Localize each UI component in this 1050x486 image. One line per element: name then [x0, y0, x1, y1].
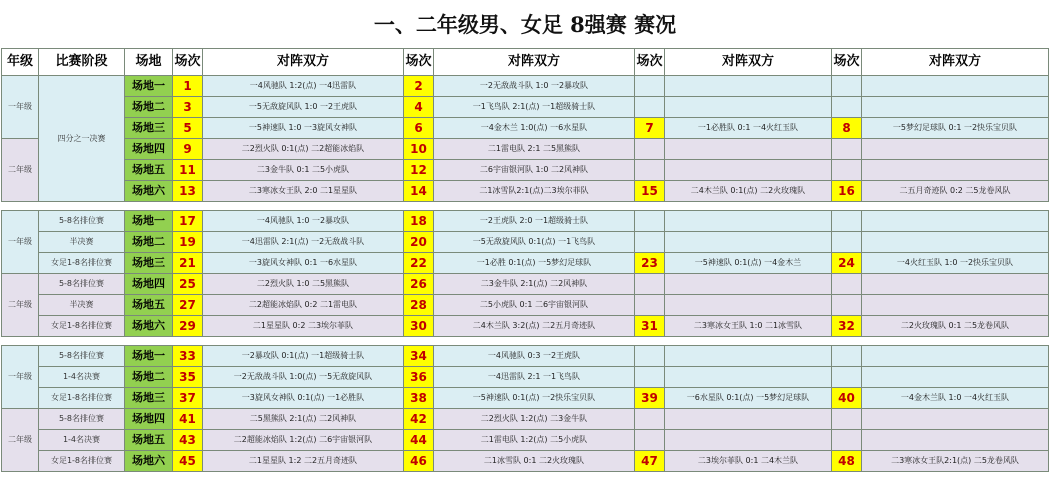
match-result — [665, 160, 832, 181]
match-result — [862, 274, 1049, 295]
match-result — [665, 409, 832, 430]
match-number: 32 — [832, 316, 862, 337]
match-result: 一1必胜队 0:1 一4火红玉队 — [665, 118, 832, 139]
match-number — [832, 409, 862, 430]
match-result: 一1飞鸟队 2:1(点) 一1超级骑士队 — [434, 97, 635, 118]
match-result: 一6水星队 0:1(点) 一5梦幻足球队 — [665, 388, 832, 409]
match-result: 一4金木兰队 1:0 一4火红玉队 — [862, 388, 1049, 409]
venue-cell: 场地六 — [125, 451, 173, 472]
match-number: 36 — [404, 367, 434, 388]
match-number: 43 — [173, 430, 203, 451]
match-number — [832, 346, 862, 367]
table-row — [2, 211, 1049, 232]
header-match: 对阵双方 — [203, 49, 404, 76]
match-number: 30 — [404, 316, 434, 337]
match-number: 17 — [173, 211, 203, 232]
match-number: 47 — [635, 451, 665, 472]
match-number: 37 — [173, 388, 203, 409]
grade-cell: 一年级 — [2, 211, 39, 274]
match-number: 16 — [832, 181, 862, 202]
match-number: 22 — [404, 253, 434, 274]
match-number: 35 — [173, 367, 203, 388]
match-number: 13 — [173, 181, 203, 202]
match-result — [862, 232, 1049, 253]
match-number: 20 — [404, 232, 434, 253]
match-result: 二4木兰队 3:2(点) 二2五月奇迹队 — [434, 316, 635, 337]
table-row — [2, 181, 1049, 202]
match-result — [862, 430, 1049, 451]
stage-cell: 5-8名排位赛 — [39, 211, 125, 232]
header-match-no: 场次 — [173, 49, 203, 76]
match-result — [862, 295, 1049, 316]
match-result — [862, 139, 1049, 160]
match-number: 28 — [404, 295, 434, 316]
table-row — [2, 76, 1049, 97]
match-number — [832, 139, 862, 160]
match-number: 24 — [832, 253, 862, 274]
match-result — [665, 274, 832, 295]
stage-cell: 5-8名排位赛 — [39, 274, 125, 295]
match-number — [832, 430, 862, 451]
match-result: 二1雷电队 1:2(点) 二5小虎队 — [434, 430, 635, 451]
stage-cell: 四分之一决赛 — [39, 76, 125, 202]
match-number — [832, 211, 862, 232]
header-match-no: 场次 — [404, 49, 434, 76]
match-result: 一5神速队 0:1(点) 一2快乐宝贝队 — [434, 388, 635, 409]
venue-cell: 场地六 — [125, 316, 173, 337]
match-number — [635, 76, 665, 97]
venue-cell: 场地三 — [125, 118, 173, 139]
match-result: 二3金牛队 0:1 二5小虎队 — [203, 160, 404, 181]
match-result — [665, 430, 832, 451]
match-number: 6 — [404, 118, 434, 139]
table-row — [2, 451, 1049, 472]
section-gap-cell — [2, 337, 1049, 346]
match-number: 45 — [173, 451, 203, 472]
match-number — [832, 295, 862, 316]
table-row — [2, 160, 1049, 181]
match-number — [635, 430, 665, 451]
match-number: 15 — [635, 181, 665, 202]
match-result — [862, 160, 1049, 181]
match-number — [635, 97, 665, 118]
match-result — [862, 346, 1049, 367]
venue-cell: 场地二 — [125, 367, 173, 388]
venue-cell: 场地三 — [125, 388, 173, 409]
match-result: 二5黑熊队 2:1(点) 二2风神队 — [203, 409, 404, 430]
match-number — [635, 160, 665, 181]
stage-cell: 5-8名排位赛 — [39, 346, 125, 367]
match-number — [635, 274, 665, 295]
match-number: 39 — [635, 388, 665, 409]
match-result: 二五月奇迹队 0:2 二5龙卷风队 — [862, 181, 1049, 202]
match-number — [635, 409, 665, 430]
match-result: 二2超能冰焰队 1:2(点) 二6宇宙银河队 — [203, 430, 404, 451]
match-result: 一1必胜 0:1(点) 一5梦幻足球队 — [434, 253, 635, 274]
grade-cell: 二年级 — [2, 139, 39, 202]
venue-cell: 场地五 — [125, 430, 173, 451]
match-number: 2 — [404, 76, 434, 97]
table-row — [2, 118, 1049, 139]
header-grade: 年级 — [2, 49, 39, 76]
match-result — [862, 367, 1049, 388]
match-number: 34 — [404, 346, 434, 367]
venue-cell: 场地六 — [125, 181, 173, 202]
match-result: 二2烈火队 1:0 二5黑熊队 — [203, 274, 404, 295]
match-result: 一4风驰队 1:0 一2暴攻队 — [203, 211, 404, 232]
match-result: 一3旋风女神队 0:1(点) 一1必胜队 — [203, 388, 404, 409]
match-number — [832, 274, 862, 295]
match-result: 一4火红玉队 1:0 一2快乐宝贝队 — [862, 253, 1049, 274]
match-result: 二2烈火队 1:2(点) 二3金牛队 — [434, 409, 635, 430]
header-match: 对阵双方 — [665, 49, 832, 76]
match-number: 48 — [832, 451, 862, 472]
match-result: 一4迅雷队 2:1(点) 一2无敌战斗队 — [203, 232, 404, 253]
match-number: 11 — [173, 160, 203, 181]
match-number: 10 — [404, 139, 434, 160]
match-number — [635, 139, 665, 160]
venue-cell: 场地四 — [125, 409, 173, 430]
match-number — [832, 367, 862, 388]
venue-cell: 场地四 — [125, 139, 173, 160]
match-result: 一5神速队 0:1(点) 一4金木兰 — [665, 253, 832, 274]
match-result — [665, 232, 832, 253]
match-number: 33 — [173, 346, 203, 367]
match-result: 二1冰雪队 0:1 二2火玫瑰队 — [434, 451, 635, 472]
venue-cell: 场地三 — [125, 253, 173, 274]
table-row — [2, 316, 1049, 337]
header-match: 对阵双方 — [862, 49, 1049, 76]
match-number: 29 — [173, 316, 203, 337]
table-row — [2, 97, 1049, 118]
section-gap-cell — [2, 202, 1049, 211]
grade-cell: 二年级 — [2, 274, 39, 337]
venue-cell: 场地五 — [125, 295, 173, 316]
match-result: 一4风驰队 0:3 一2王虎队 — [434, 346, 635, 367]
match-result: 二1雷电队 2:1 二5黑熊队 — [434, 139, 635, 160]
match-result: 一4迅雷队 2:1 一1飞鸟队 — [434, 367, 635, 388]
match-result: 一5无敌旋风队 1:0 一2王虎队 — [203, 97, 404, 118]
match-result — [862, 76, 1049, 97]
match-result — [665, 346, 832, 367]
page-title: 一、二年级男、女足 8强赛 赛况 — [373, 12, 677, 37]
table-row — [2, 274, 1049, 295]
match-number — [832, 76, 862, 97]
venue-cell: 场地一 — [125, 346, 173, 367]
match-result — [862, 211, 1049, 232]
match-result: 二3寒冰女王队 1:0 二1冰雪队 — [665, 316, 832, 337]
venue-cell: 场地四 — [125, 274, 173, 295]
table-row — [2, 367, 1049, 388]
match-result: 二6宇宙银河队 1:0 二2风神队 — [434, 160, 635, 181]
match-number: 19 — [173, 232, 203, 253]
match-result: 二2烈火队 0:1(点) 二2超能冰焰队 — [203, 139, 404, 160]
stage-cell: 1-4名决赛 — [39, 430, 125, 451]
match-number — [832, 160, 862, 181]
header-match-no: 场次 — [832, 49, 862, 76]
match-result: 二1星星队 1:2 二2五月奇迹队 — [203, 451, 404, 472]
match-number: 40 — [832, 388, 862, 409]
match-number: 23 — [635, 253, 665, 274]
table-row — [2, 139, 1049, 160]
match-result — [665, 367, 832, 388]
match-number — [832, 97, 862, 118]
match-result: 一4金木兰 1:0(点) 一6水星队 — [434, 118, 635, 139]
match-result — [665, 295, 832, 316]
match-number: 25 — [173, 274, 203, 295]
match-result: 二3金牛队 2:1(点) 二2风神队 — [434, 274, 635, 295]
match-number: 3 — [173, 97, 203, 118]
match-result: 一2暴攻队 0:1(点) 一1超级骑士队 — [203, 346, 404, 367]
match-number — [635, 367, 665, 388]
match-result — [665, 139, 832, 160]
match-number: 31 — [635, 316, 665, 337]
match-result — [862, 97, 1049, 118]
match-number: 1 — [173, 76, 203, 97]
match-number: 7 — [635, 118, 665, 139]
venue-cell: 场地一 — [125, 76, 173, 97]
table-row — [2, 409, 1049, 430]
match-result: 二3寒冰女王队2:1(点) 二5龙卷风队 — [862, 451, 1049, 472]
match-number: 14 — [404, 181, 434, 202]
match-number: 41 — [173, 409, 203, 430]
match-number: 18 — [404, 211, 434, 232]
match-result: 二2超能冰焰队 0:2 二1雷电队 — [203, 295, 404, 316]
venue-cell: 场地二 — [125, 97, 173, 118]
stage-cell: 半决赛 — [39, 295, 125, 316]
match-number: 46 — [404, 451, 434, 472]
table-row — [2, 388, 1049, 409]
match-result: 二3寒冰女王队 2:0 二1星星队 — [203, 181, 404, 202]
match-result: 一5神速队 1:0 一3旋风女神队 — [203, 118, 404, 139]
table-row — [2, 346, 1049, 367]
section-gap — [2, 337, 1049, 346]
match-number — [635, 232, 665, 253]
match-number — [635, 295, 665, 316]
grade-cell: 一年级 — [2, 76, 39, 139]
venue-cell: 场地五 — [125, 160, 173, 181]
grade-cell: 二年级 — [2, 409, 39, 472]
match-number: 27 — [173, 295, 203, 316]
table-row — [2, 295, 1049, 316]
stage-cell: 女足1-8名排位赛 — [39, 451, 125, 472]
match-result: 二1冰雪队2:1(点)二3埃尔菲队 — [434, 181, 635, 202]
table-row — [2, 232, 1049, 253]
match-number: 5 — [173, 118, 203, 139]
match-result: 一2无敌战斗队 1:0(点) 一5无敌旋风队 — [203, 367, 404, 388]
section-gap — [2, 202, 1049, 211]
match-result — [665, 211, 832, 232]
match-number — [832, 232, 862, 253]
match-number: 9 — [173, 139, 203, 160]
stage-cell: 5-8名排位赛 — [39, 409, 125, 430]
match-result — [665, 76, 832, 97]
header-stage: 比赛阶段 — [39, 49, 125, 76]
schedule-table — [1, 48, 1049, 472]
header-venue: 场地 — [125, 49, 173, 76]
match-number: 26 — [404, 274, 434, 295]
venue-cell: 场地二 — [125, 232, 173, 253]
match-result: 二2火玫瑰队 0:1 二5龙卷风队 — [862, 316, 1049, 337]
match-result: 二5小虎队 0:1 二6宇宙银河队 — [434, 295, 635, 316]
header-match-no: 场次 — [635, 49, 665, 76]
stage-cell: 女足1-8名排位赛 — [39, 388, 125, 409]
schedule-body — [2, 76, 1049, 472]
stage-cell: 1-4名决赛 — [39, 367, 125, 388]
header-match: 对阵双方 — [434, 49, 635, 76]
header-row — [2, 49, 1049, 76]
match-result — [862, 409, 1049, 430]
match-result: 二4木兰队 0:1(点) 二2火玫瑰队 — [665, 181, 832, 202]
stage-cell: 女足1-8名排位赛 — [39, 316, 125, 337]
venue-cell: 场地一 — [125, 211, 173, 232]
table-row — [2, 430, 1049, 451]
grade-cell: 一年级 — [2, 346, 39, 409]
stage-cell: 女足1-8名排位赛 — [39, 253, 125, 274]
match-result: 二1星星队 0:2 二3埃尔菲队 — [203, 316, 404, 337]
match-result: 一2王虎队 2:0 一1超级骑士队 — [434, 211, 635, 232]
match-number: 42 — [404, 409, 434, 430]
match-result: 一4风驰队 1:2(点) 一4迅雷队 — [203, 76, 404, 97]
table-row — [2, 253, 1049, 274]
match-number — [635, 211, 665, 232]
match-number: 38 — [404, 388, 434, 409]
match-number: 12 — [404, 160, 434, 181]
match-result: 一3旋风女神队 0:1 一6水星队 — [203, 253, 404, 274]
match-result: 一2无敌战斗队 1:0 一2暴攻队 — [434, 76, 635, 97]
match-result: 二3埃尔菲队 0:1 二4木兰队 — [665, 451, 832, 472]
match-number: 44 — [404, 430, 434, 451]
match-result: 一5无敌旋风队 0:1(点) 一1飞鸟队 — [434, 232, 635, 253]
match-number — [635, 346, 665, 367]
match-number: 21 — [173, 253, 203, 274]
match-result — [665, 97, 832, 118]
match-number: 4 — [404, 97, 434, 118]
match-result: 一5梦幻足球队 0:1 一2快乐宝贝队 — [862, 118, 1049, 139]
stage-cell: 半决赛 — [39, 232, 125, 253]
match-number: 8 — [832, 118, 862, 139]
